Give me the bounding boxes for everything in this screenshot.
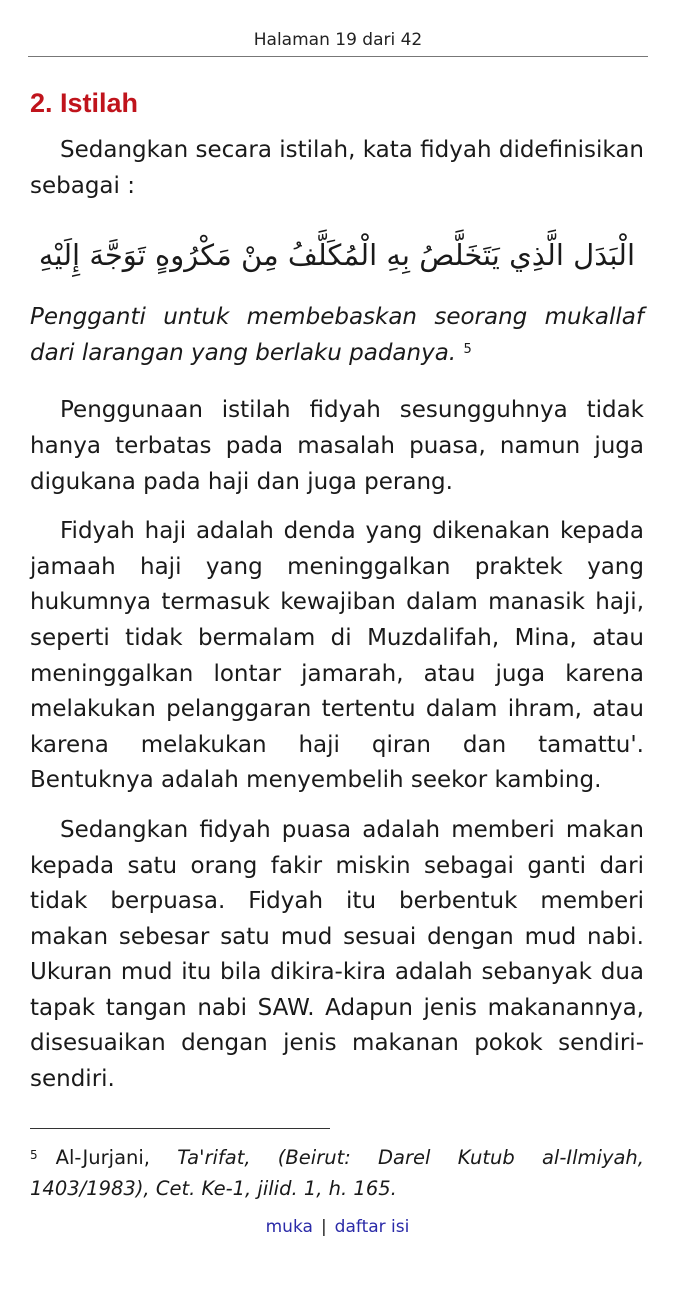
- paragraph-usage: Penggunaan istilah fidyah sesungguhnya tidak hanya terbatas pada masalah puasa, namun juga digukana pada haji dan juga perang.: [30, 397, 644, 495]
- footnote-number: 5: [30, 1148, 38, 1162]
- definition-translation: [30, 300, 644, 371]
- arabic-definition: الْبَدَل الَّذِي يَتَخَلَّصُ بِهِ الْمُكَلَّفُ مِنْ مَكْرُوهٍ تَوَجَّهَ إِلَيْهِ: [38, 238, 636, 273]
- table-of-contents-link[interactable]: daftar isi: [334, 1217, 410, 1237]
- paragraph-fidyah-haji: Fidyah haji adalah denda yang dikenakan kepada jamaah haji yang meninggalkan praktek yang hukumnya termasuk kewajiban dalam manasik haji, seperti tidak bermalam di Muzdalifah, Mina, atau meninggalkan lontar jamarah, atau juga karena melakukan pelanggaran tertentu dalam ihram, atau karena melakukan haji qiran dan tamattu'. Bentuknya adalah menyembelih seekor kambing.: [30, 518, 644, 794]
- footer-separator: |: [320, 1217, 327, 1237]
- paragraph-fidyah-puasa: Sedangkan fidyah puasa adalah memberi makan kepada satu orang fakir miskin sebagai ganti dari tidak berpuasa. Fidyah itu berbentuk memberi makan sebesar satu mud sesuai dengan mud nabi. Ukuran mud itu bila dikira-kira adalah sebanyak dua tapak tangan nabi SAW. Adapun jenis makanannya, disesuaikan dengan jenis makanan pokok sendiri-sendiri.: [30, 816, 644, 1093]
- footnote-citation: Ta'rifat, (Beirut: Darel Kutub al-Ilmiyah, 1403/1983), Cet. Ke-1, jilid. 1, h. 165.: [30, 1146, 644, 1200]
- intro-paragraph: Sedangkan secara istilah, kata fidyah didefinisikan sebagai :: [30, 137, 644, 199]
- main-content: [30, 133, 644, 1098]
- footnote-author: Al-Jurjani,: [55, 1146, 150, 1169]
- page-header: [28, 30, 648, 57]
- page-footer: [0, 1217, 675, 1237]
- footnote-divider: [30, 1128, 330, 1129]
- section-title: 2. Istilah: [30, 88, 139, 118]
- footnote: [30, 1142, 644, 1204]
- page-number-label: Halaman 19 dari 42: [253, 30, 423, 50]
- footnote-reference[interactable]: 5: [463, 341, 472, 357]
- translation-text: Pengganti untuk membebaskan seorang mukallaf dari larangan yang berlaku padanya.: [30, 304, 644, 366]
- home-link[interactable]: muka: [265, 1217, 313, 1237]
